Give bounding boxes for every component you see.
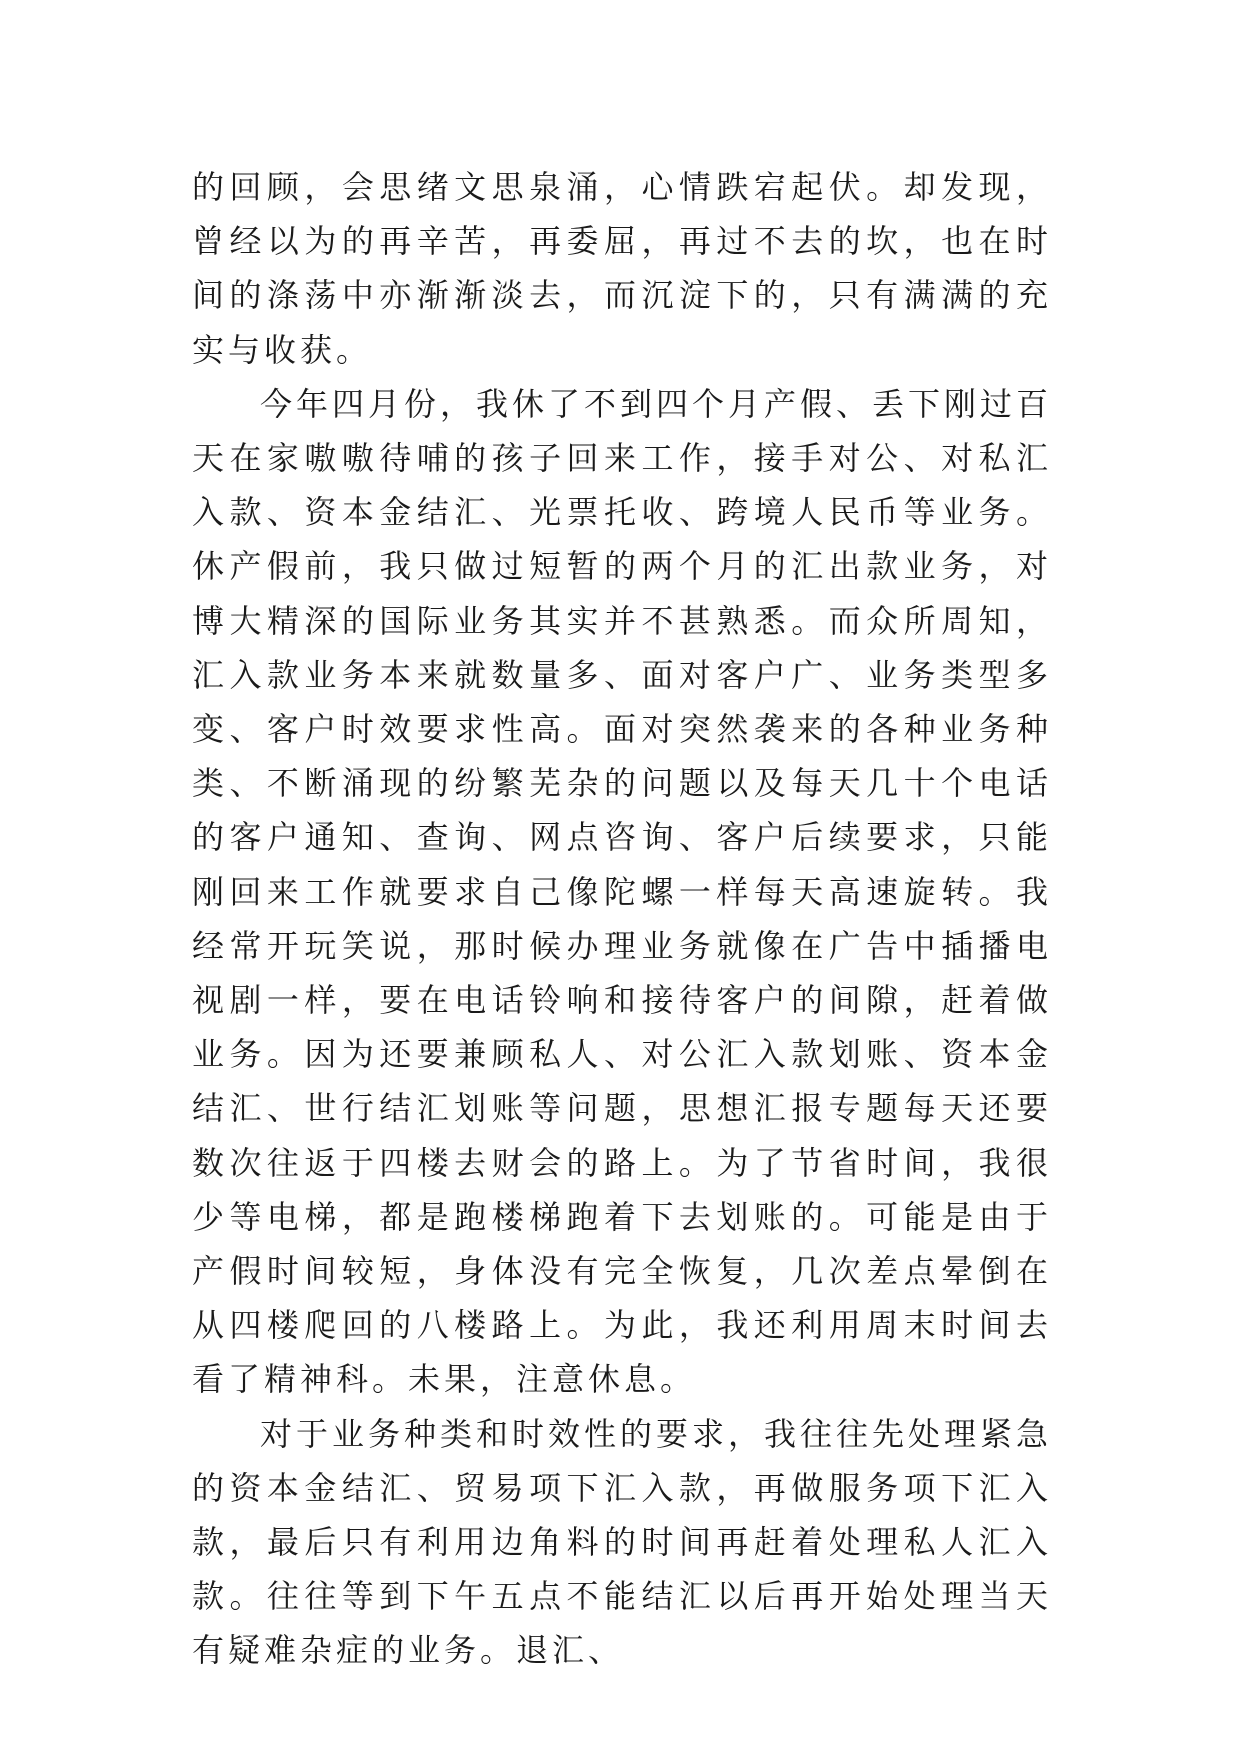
paragraph-3: 对于业务种类和时效性的要求，我往往先处理紧急的资本金结汇、贸易项下汇入款，再做服务项下汇入款，最后只有利用边角料的时间再赶着处理私人汇入款。往往等到下午五点不能结汇以后再开始处理当天有疑难杂症的业务。退汇、	[192, 1414, 1053, 1670]
paragraph-1: 的回顾，会思绪文思泉涌，心情跌宕起伏。却发现，曾经以为的再辛苦，再委屈，再过不去的坎，也在时间的涤荡中亦渐渐淡去，而沉淀下的，只有满满的充实与收获。	[192, 168, 1052, 369]
document-body	[192, 160, 1052, 1678]
paragraph-2: 今年四月份，我休了不到四个月产假、丢下刚过百天在家嗷嗷待哺的孩子回来工作，接手对公、对私汇入款、资本金结汇、光票托收、跨境人民币等业务。休产假前，我只做过短暂的两个月的汇出款业务，对博大精深的国际业务其实并不甚熟悉。而众所周知，汇入款业务本来就数量多、面对客户广、业务类型多变、客户时效要求性高。面对突然袭来的各种业务种类、不断涌现的纷繁芜杂的问题以及每天几十个电话的客户通知、查询、网点咨询、客户后续要求，只能刚回来工作就要求自己像陀螺一样每天高速旋转。我经常开玩笑说，那时候办理业务就像在广告中插播电视剧一样，要在电话铃响和接待客户的间隙，赶着做业务。因为还要兼顾私人、对公汇入款划账、资本金结汇、世行结汇划账等问题，思想汇报专题每天还要数次往返于四楼去财会的路上。为了节省时间，我很少等电梯，都是跑楼梯跑着下去划账的。可能是由于产假时间较短，身体没有完全恢复，几次差点晕倒在从四楼爬回的八楼路上。为此，我还利用周末时间去看了精神科。未果，注意休息。	[192, 384, 1053, 1399]
